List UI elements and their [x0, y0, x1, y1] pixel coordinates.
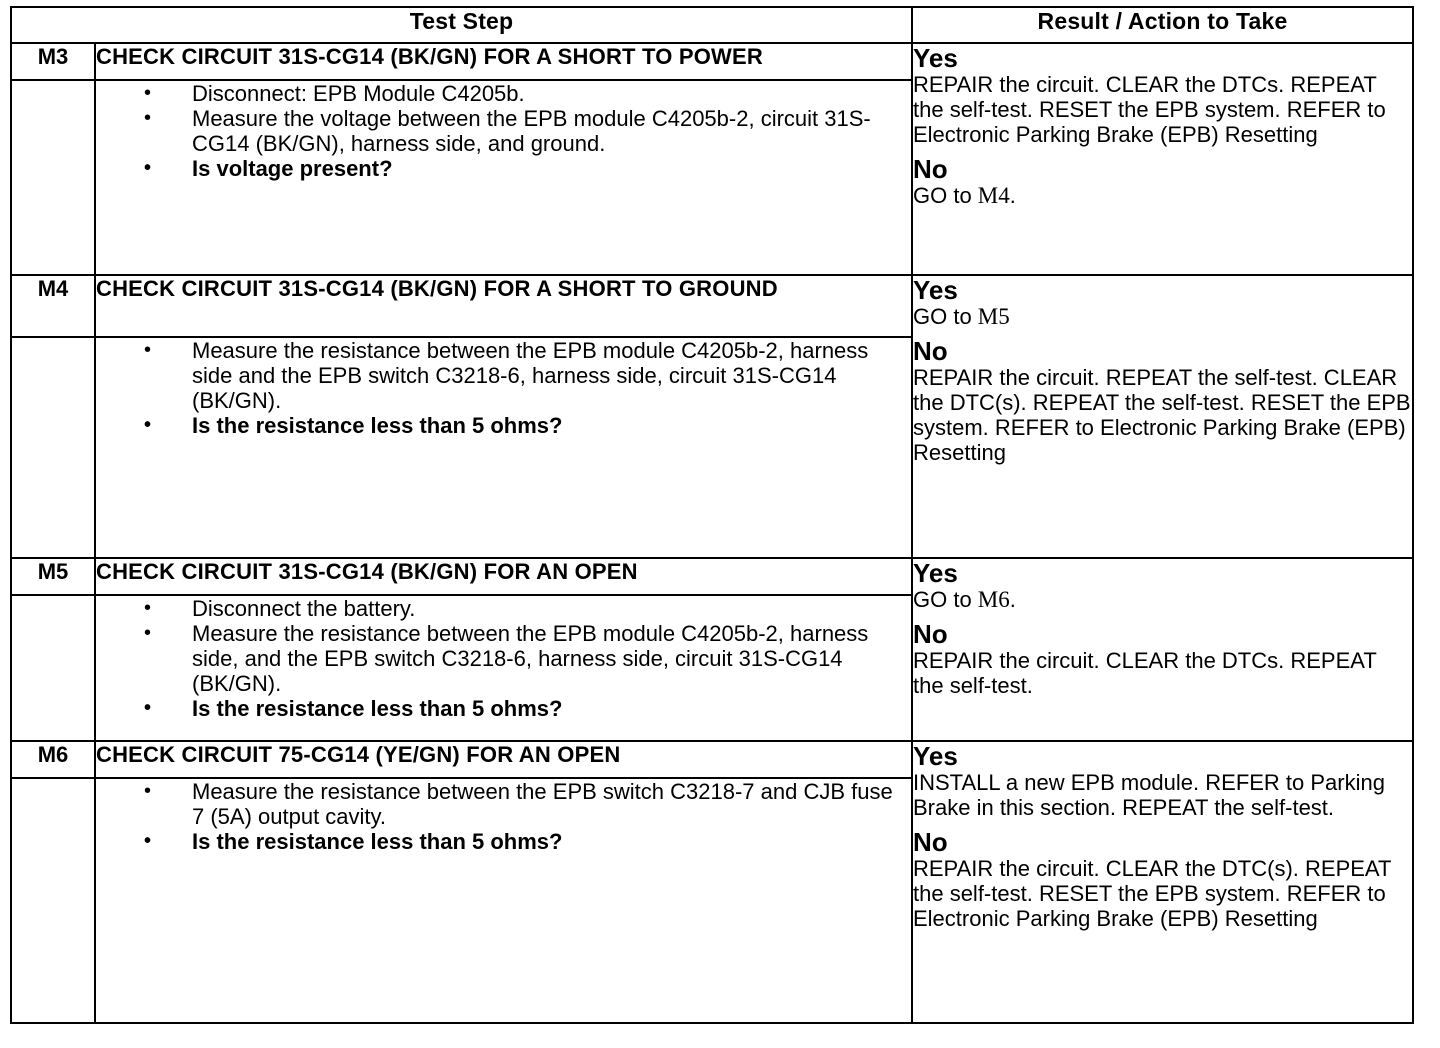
- bullet-icon: •: [144, 82, 152, 104]
- step-result: [912, 558, 1413, 741]
- table-header-row: [11, 7, 1413, 43]
- step-bullets: [144, 596, 911, 721]
- step-id: M5: [11, 558, 95, 595]
- bullet-text: Measure the resistance between the EPB switch C3218-7 and CJB fuse 7 (5A) output cavity.: [192, 779, 893, 829]
- yes-action-suffix: .: [1009, 587, 1016, 612]
- no-action-text: GO to: [913, 183, 978, 208]
- bullet-text: Disconnect: EPB Module C4205b.: [192, 81, 525, 106]
- step-id-spacer: [11, 595, 95, 741]
- yes-label: Yes: [913, 741, 958, 771]
- step-id: M3: [11, 43, 95, 80]
- step-title: CHECK CIRCUIT 31S-CG14 (BK/GN) FOR A SHORT TO GROUND: [95, 275, 912, 337]
- step-body: [95, 778, 912, 1023]
- step-title-row: [11, 558, 1413, 595]
- bullet-icon: •: [144, 830, 152, 852]
- yes-result: [913, 44, 1412, 147]
- yes-action-text: GO to: [913, 587, 978, 612]
- no-action: REPAIR the circuit. CLEAR the DTC(s). REPEAT the self-test. RESET the EPB system. REFER to Electronic Parking Brake (EPB) Resetting: [913, 856, 1392, 931]
- yes-action: INSTALL a new EPB module. REFER to Parking Brake in this section. REPEAT the self-test.: [913, 770, 1385, 820]
- yes-label: Yes: [913, 43, 958, 73]
- step-body: [95, 595, 912, 741]
- no-action: REPAIR the circuit. REPEAT the self-test. CLEAR the DTC(s). REPEAT the self-test. RESET the EPB system. REFER to Electronic Parking Brake (EPB) Resetting: [913, 365, 1411, 465]
- no-result: [913, 620, 1412, 698]
- step-link-m6[interactable]: M6: [977, 587, 1010, 612]
- no-label: No: [913, 336, 948, 366]
- yes-result: [913, 559, 1412, 612]
- no-label: No: [913, 154, 948, 184]
- no-result: [913, 337, 1412, 465]
- bullet-text: Measure the resistance between the EPB module C4205b-2, harness side and the EPB switch C3218-6, harness side, circuit 31S-CG14 (BK/GN).: [192, 338, 869, 413]
- step-title: CHECK CIRCUIT 31S-CG14 (BK/GN) FOR AN OPEN: [95, 558, 912, 595]
- step-body: [95, 80, 912, 275]
- bullet-question: [144, 413, 911, 438]
- step-title-row: [11, 43, 1413, 80]
- step-id-spacer: [11, 778, 95, 1023]
- step-bullets: [144, 338, 911, 438]
- no-action: REPAIR the circuit. CLEAR the DTCs. REPEAT the self-test.: [913, 648, 1377, 698]
- yes-action: [913, 587, 1412, 612]
- step-title-row: [11, 741, 1413, 778]
- no-result: [913, 828, 1412, 931]
- yes-label: Yes: [913, 558, 958, 588]
- bullet-icon: •: [144, 414, 152, 436]
- bullet-item: [144, 338, 911, 413]
- step-id: M6: [11, 741, 95, 778]
- bullet-icon: •: [144, 107, 152, 129]
- bullet-question: [144, 696, 911, 721]
- bullet-icon: •: [144, 339, 152, 361]
- step-result: [912, 275, 1413, 558]
- bullet-icon: •: [144, 597, 152, 619]
- yes-result: [913, 276, 1412, 329]
- bullet-text: Disconnect the battery.: [192, 596, 416, 621]
- yes-result: [913, 742, 1412, 820]
- bullet-icon: •: [144, 780, 152, 802]
- bullet-icon: •: [144, 697, 152, 719]
- bullet-question: [144, 156, 911, 181]
- test-procedure-table: [10, 6, 1414, 1024]
- bullet-text: Measure the voltage between the EPB module C4205b-2, circuit 31S-CG14 (BK/GN), harness side, and ground.: [192, 106, 871, 156]
- bullet-text: Measure the resistance between the EPB module C4205b-2, harness side, and the EPB switch C3218-6, harness side, circuit 31S-CG14 (BK/GN).: [192, 621, 869, 696]
- step-link-m4[interactable]: M4: [977, 183, 1010, 208]
- step-id-spacer: [11, 80, 95, 275]
- step-body: [95, 337, 912, 558]
- question-text: Is the resistance less than 5 ohms?: [192, 829, 563, 854]
- step-id: M4: [11, 275, 95, 337]
- bullet-icon: •: [144, 622, 152, 644]
- yes-action: [913, 304, 1412, 329]
- bullet-item: [144, 596, 911, 621]
- no-label: No: [913, 619, 948, 649]
- bullet-icon: •: [144, 157, 152, 179]
- yes-action-text: GO to: [913, 304, 978, 329]
- question-text: Is the resistance less than 5 ohms?: [192, 696, 563, 721]
- step-title: CHECK CIRCUIT 31S-CG14 (BK/GN) FOR A SHORT TO POWER: [95, 43, 912, 80]
- no-label: No: [913, 827, 948, 857]
- bullet-item: [144, 106, 911, 156]
- question-text: Is voltage present?: [192, 156, 393, 181]
- step-result: [912, 741, 1413, 1023]
- step-title-row: [11, 275, 1413, 337]
- yes-label: Yes: [913, 275, 958, 305]
- bullet-item: [144, 81, 911, 106]
- step-bullets: [144, 779, 911, 854]
- step-bullets: [144, 81, 911, 181]
- question-text: Is the resistance less than 5 ohms?: [192, 413, 563, 438]
- result-action-header: Result / Action to Take: [912, 7, 1413, 43]
- bullet-question: [144, 829, 911, 854]
- step-link-m5[interactable]: M5: [977, 304, 1010, 329]
- yes-action: REPAIR the circuit. CLEAR the DTCs. REPEAT the self-test. RESET the EPB system. REFER to Electronic Parking Brake (EPB) Resetting: [913, 72, 1386, 147]
- no-action-suffix: .: [1009, 183, 1016, 208]
- bullet-item: [144, 779, 911, 829]
- no-result: [913, 155, 1412, 208]
- no-action: [913, 183, 1412, 208]
- step-id-spacer: [11, 337, 95, 558]
- step-title: CHECK CIRCUIT 75-CG14 (YE/GN) FOR AN OPEN: [95, 741, 912, 778]
- bullet-item: [144, 621, 911, 696]
- step-result: [912, 43, 1413, 275]
- test-step-header: Test Step: [11, 7, 912, 43]
